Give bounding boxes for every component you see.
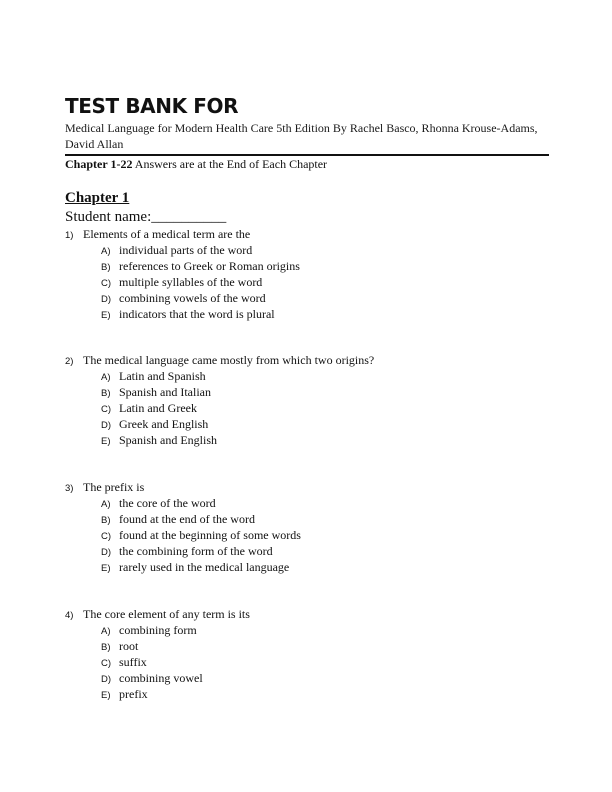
option-text: the combining form of the word xyxy=(119,544,273,558)
answer-option xyxy=(65,290,565,306)
answer-option xyxy=(65,368,565,384)
option-text: combining vowels of the word xyxy=(119,291,266,305)
option-letter: A) xyxy=(101,626,111,637)
question-2 xyxy=(65,352,565,448)
option-text: Spanish and Italian xyxy=(119,385,211,399)
answer-option xyxy=(65,400,565,416)
question-number: 4) xyxy=(65,610,74,621)
option-letter: C) xyxy=(101,278,112,289)
option-letter: C) xyxy=(101,531,112,542)
book-citation: Medical Language for Modern Health Care 5th Edition By Rachel Basco, Rhonna Krouse-Adams, David Allan xyxy=(65,121,538,151)
option-text: combining vowel xyxy=(119,671,203,685)
question-stem xyxy=(65,606,565,622)
question-stem xyxy=(65,352,565,368)
question-number: 3) xyxy=(65,483,74,494)
option-letter: B) xyxy=(101,642,111,653)
option-letter: C) xyxy=(101,658,112,669)
option-text: combining form xyxy=(119,623,197,637)
answers-note: Answers are at the End of Each Chapter xyxy=(132,157,328,171)
option-letter: D) xyxy=(101,420,112,431)
question-text: The medical language came mostly from which two origins? xyxy=(83,353,375,367)
answer-option xyxy=(65,416,565,432)
option-letter: B) xyxy=(101,262,111,273)
question-stem xyxy=(65,226,565,242)
question-text: The core element of any term is its xyxy=(83,607,250,621)
option-text: found at the end of the word xyxy=(119,512,255,526)
option-text: root xyxy=(119,639,139,653)
option-letter: B) xyxy=(101,515,111,526)
answer-option xyxy=(65,274,565,290)
answer-option xyxy=(65,622,565,638)
option-text: found at the beginning of some words xyxy=(119,528,301,542)
option-letter: D) xyxy=(101,547,112,558)
question-1 xyxy=(65,226,565,322)
option-text: the core of the word xyxy=(119,496,216,510)
option-text: Greek and English xyxy=(119,417,209,431)
option-text: prefix xyxy=(119,687,148,701)
chapter-heading: Chapter 1 xyxy=(65,190,130,206)
answer-option xyxy=(65,495,565,511)
student-name-field: Student name:__________ xyxy=(65,209,227,225)
option-letter: E) xyxy=(101,310,111,321)
option-letter: A) xyxy=(101,246,111,257)
answer-option xyxy=(65,432,565,448)
answer-option xyxy=(65,559,565,575)
answer-option xyxy=(65,670,565,686)
question-3 xyxy=(65,479,565,575)
option-letter: E) xyxy=(101,436,111,447)
option-text: indicators that the word is plural xyxy=(119,307,275,321)
option-text: suffix xyxy=(119,655,147,669)
question-text: Elements of a medical term are the xyxy=(83,227,251,241)
document-title: TEST BANK FOR xyxy=(65,94,239,118)
option-letter: E) xyxy=(101,563,111,574)
answer-option xyxy=(65,306,565,322)
question-text: The prefix is xyxy=(83,480,145,494)
option-letter: C) xyxy=(101,404,112,415)
answer-option xyxy=(65,384,565,400)
chapter-range: Chapter 1-22 xyxy=(65,157,133,171)
option-letter: D) xyxy=(101,294,112,305)
question-stem xyxy=(65,479,565,495)
option-text: Latin and Spanish xyxy=(119,369,206,383)
answer-option xyxy=(65,654,565,670)
option-letter: B) xyxy=(101,388,111,399)
question-number: 2) xyxy=(65,356,74,367)
question-number: 1) xyxy=(65,230,74,241)
answer-option xyxy=(65,258,565,274)
answer-option xyxy=(65,527,565,543)
option-text: references to Greek or Roman origins xyxy=(119,259,300,273)
option-text: rarely used in the medical language xyxy=(119,560,290,574)
option-text: individual parts of the word xyxy=(119,243,253,257)
answer-option xyxy=(65,242,565,258)
option-letter: A) xyxy=(101,499,111,510)
option-text: Latin and Greek xyxy=(119,401,197,415)
option-text: multiple syllables of the word xyxy=(119,275,263,289)
answer-option xyxy=(65,511,565,527)
answer-option xyxy=(65,543,565,559)
answer-option xyxy=(65,686,565,702)
option-letter: D) xyxy=(101,674,112,685)
option-letter: E) xyxy=(101,690,111,701)
option-letter: A) xyxy=(101,372,111,383)
option-text: Spanish and English xyxy=(119,433,217,447)
question-4 xyxy=(65,606,565,702)
answer-option xyxy=(65,638,565,654)
